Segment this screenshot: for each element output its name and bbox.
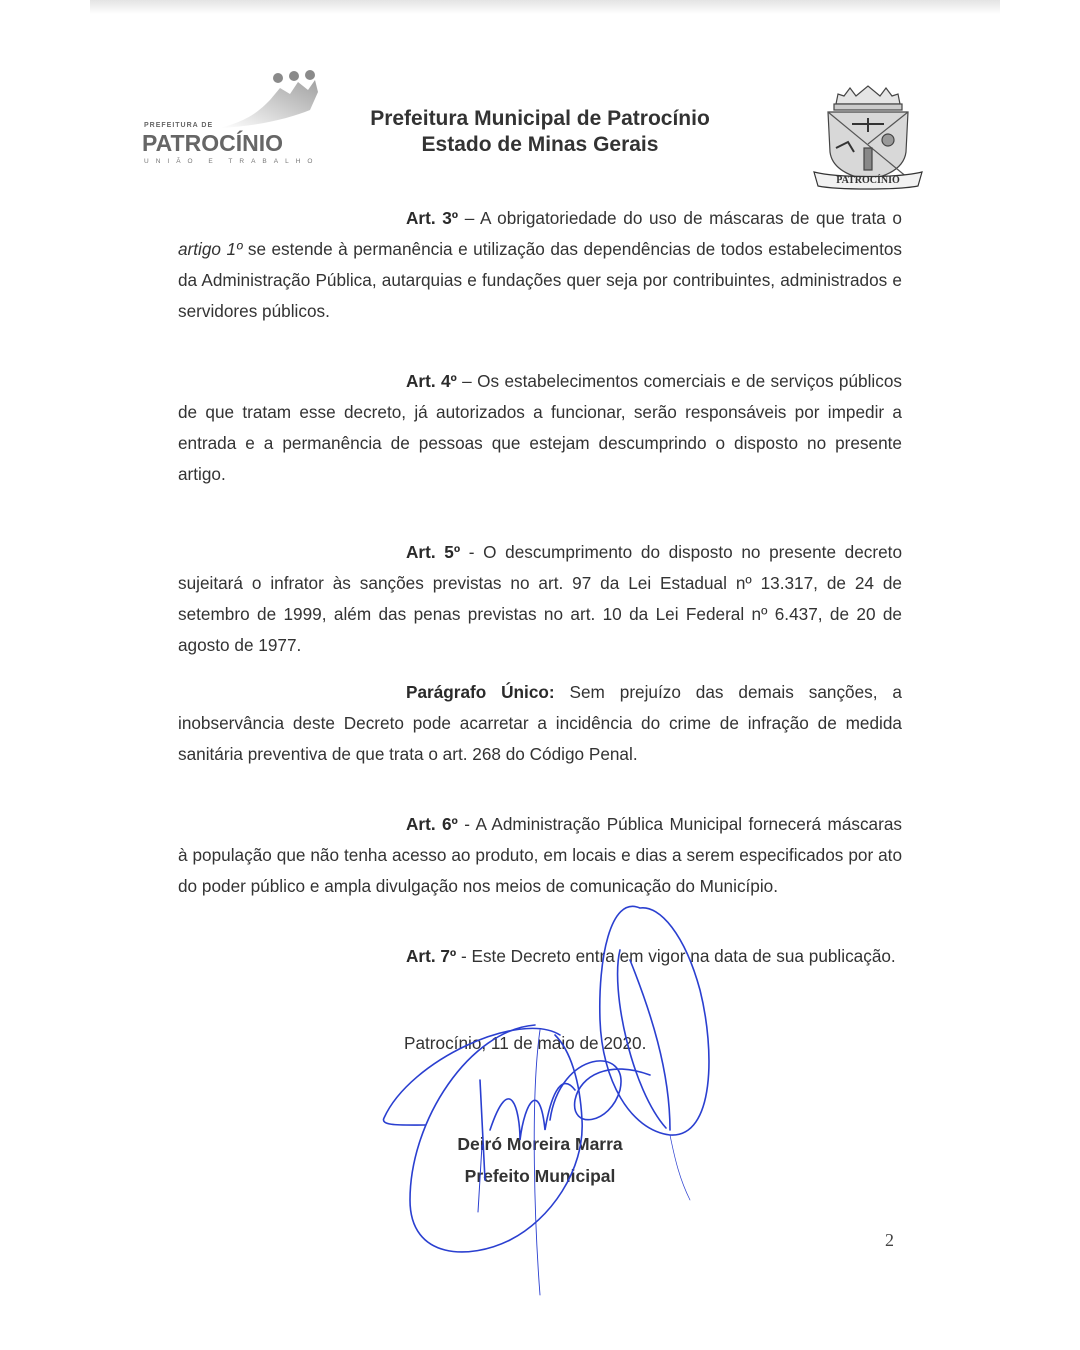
- svg-text:PATROCÍNIO: PATROCÍNIO: [836, 175, 900, 186]
- signature-block: [420, 1128, 660, 1192]
- logo-name: PATROCÍNIO: [142, 130, 283, 156]
- municipality-logo: [140, 70, 320, 165]
- header-title-line2: Estado de Minas Gerais: [421, 133, 659, 156]
- article-4: Art. 4º – Os estabelecimentos comerciais e de serviços públicos de que tratam esse decreto, já autorizados a funcionar, serão responsáveis por impedir a entrada e a permanência de pessoas que estejam descumprindo o disposto no presente artigo.: [178, 371, 902, 484]
- place-and-date: Patrocínio, 11 de maio de 2020.: [404, 1033, 647, 1053]
- logo-motto: UNIÃO E TRABALHO: [144, 158, 320, 165]
- article-6: Art. 6º - A Administração Pública Municipal fornecerá máscaras à população que não tenha acesso ao produto, em locais e dias a serem especificados por ato do poder público e ampla divulgação nos meios de comunicação do Município.: [178, 814, 902, 896]
- article-7: Art. 7º - Este Decreto entra em vigor na data de sua publicação.: [406, 946, 896, 966]
- article-label: Art. 3º: [406, 208, 459, 228]
- scan-edge-shadow: [90, 0, 1000, 14]
- people-figures-icon: [220, 70, 320, 130]
- page-number: 2: [885, 1230, 894, 1250]
- article-label: Art. 4º: [406, 371, 457, 391]
- signer-title: Prefeito Municipal: [464, 1166, 616, 1186]
- signer-name: Deiró Moreira Marra: [457, 1134, 623, 1154]
- article-label: Art. 6º: [406, 814, 458, 834]
- coat-of-arms-icon: [808, 82, 928, 192]
- article-label: Art. 5º: [406, 542, 461, 562]
- decree-body: [178, 203, 902, 972]
- article-label: Art. 7º: [406, 946, 457, 966]
- article-label: Parágrafo Único:: [406, 682, 555, 702]
- article-5: Art. 5º - O descumprimento do disposto no presente decreto sujeitará o infrator às sanções previstas no art. 97 da Lei Estadual nº 13.317, de 24 de setembro de 1999, além das penas previstas no art. 10 da Lei Federal nº 6.437, de 20 de agosto de 1977.: [178, 542, 902, 655]
- page-header-title: [340, 106, 740, 158]
- article-3: Art. 3º – A obrigatoriedade do uso de máscaras de que trata o artigo 1º se estende à permanência e utilização das dependências de todos estabelecimentos da Administração Pública, autarquias e fundações quer seja por contribuintes, administrados e servidores públicos.: [178, 208, 902, 321]
- header-title-line1: Prefeitura Municipal de Patrocínio: [370, 107, 710, 130]
- logo-prefix: PREFEITURA DE: [144, 122, 214, 129]
- paragrafo-unico: Parágrafo Único: Sem prejuízo das demais sanções, a inobservância deste Decreto pode acarretar a incidência do crime de infração de medida sanitária preventiva de que trata o art. 268 do Código Penal.: [178, 682, 902, 764]
